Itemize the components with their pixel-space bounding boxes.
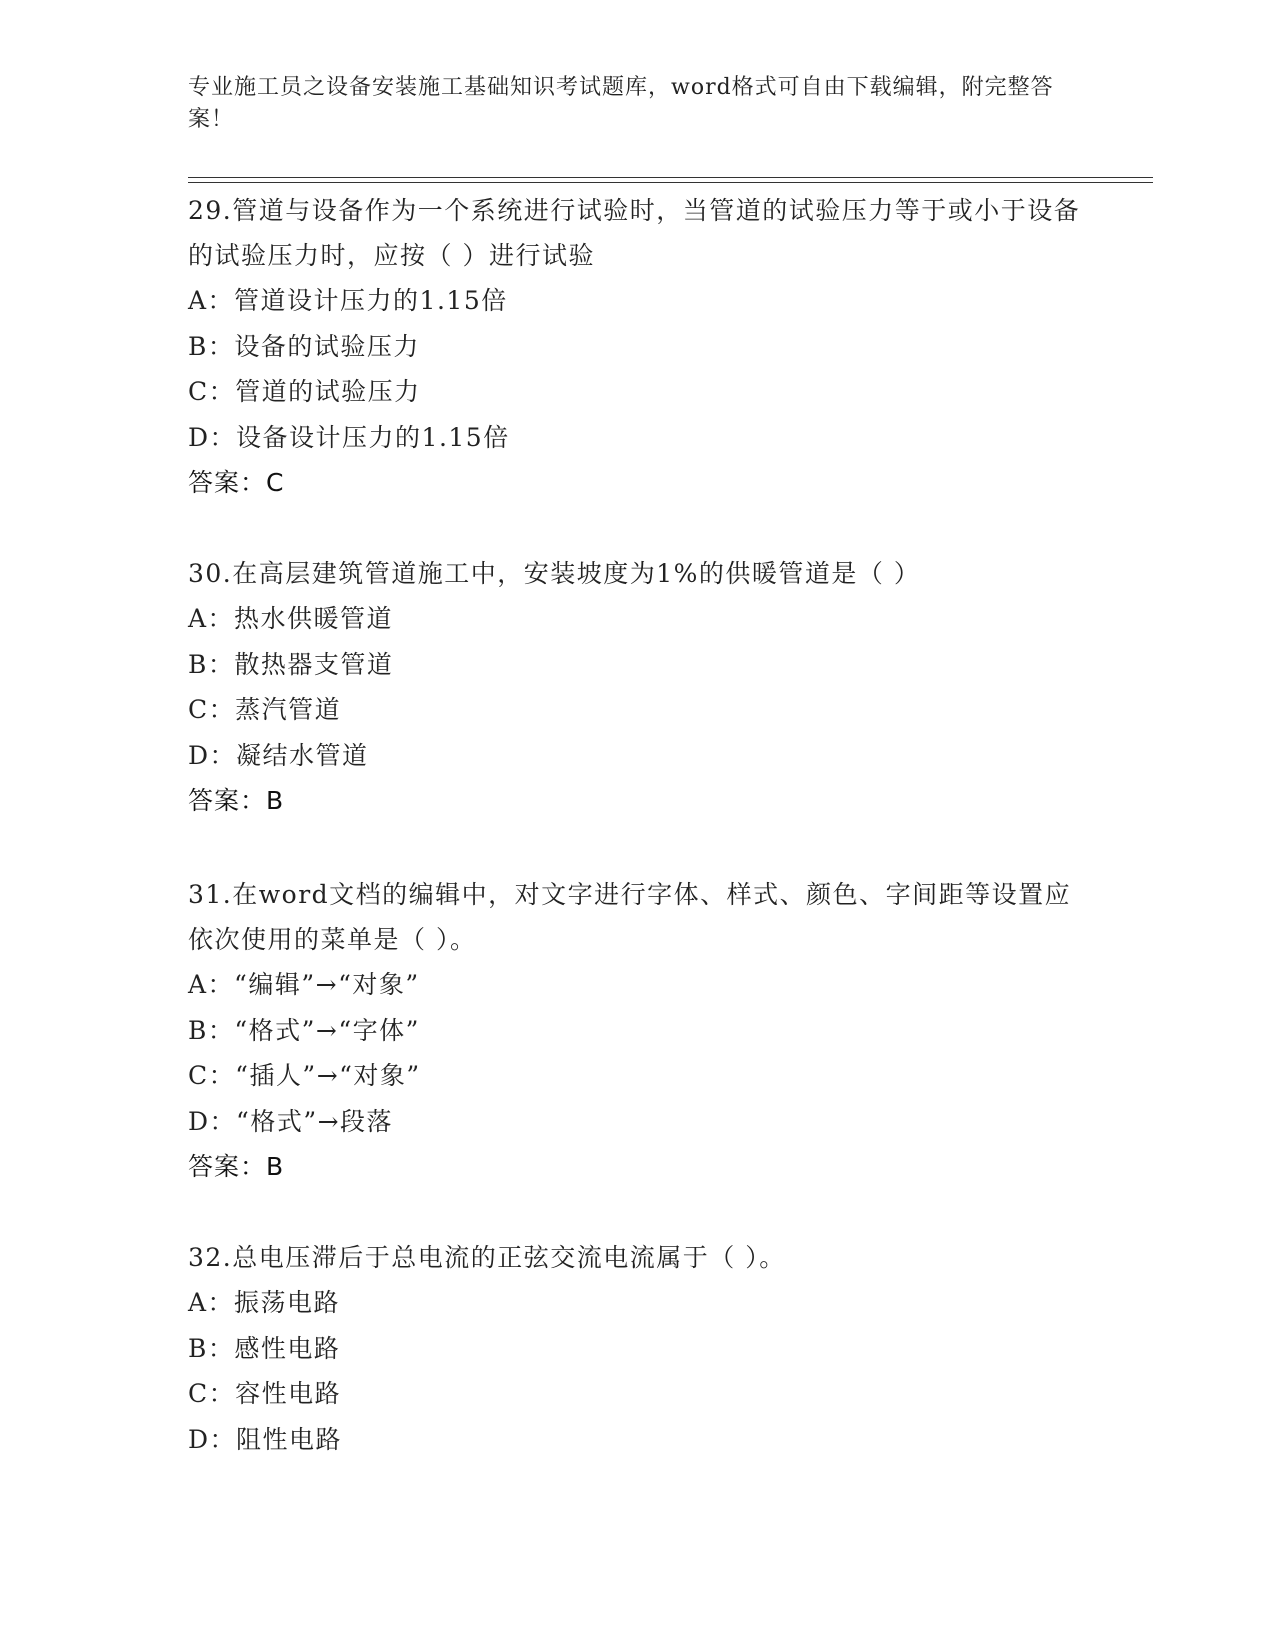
option-c: C：“插人”→“对象” [188,1061,421,1090]
option-d: D：设备设计压力的1.15倍 [188,422,510,452]
question-stem: 29.管道与设备作为一个系统进行试验时，当管道的试验压力等于或小于设备的试验压力时，应按（ ）进行试验 [188,196,1081,270]
question-29 [188,188,1088,505]
option-a: A：管道设计压力的1.15倍 [188,286,508,315]
option-d: D：“格式”→段落 [188,1106,394,1136]
option-d: D：凝结水管道 [188,740,369,770]
option-c: C：容性电路 [188,1379,342,1408]
question-31 [188,872,1088,1189]
option-b: B：设备的试验压力 [188,331,420,361]
question-stem: 31.在word文档的编辑中，对文字进行字体、样式、颜色、字间距等设置应依次使用的菜单是（ ）。 [188,880,1072,954]
option-b: B：“格式”→“字体” [188,1015,420,1045]
option-d: D：阻性电路 [188,1424,343,1454]
option-c: C：管道的试验压力 [188,377,421,406]
option-c: C：蒸汽管道 [188,695,342,724]
option-b: B：散热器支管道 [188,649,394,679]
option-a: A：“编辑”→“对象” [188,970,420,999]
document-header: 专业施工员之设备安装施工基础知识考试题库，word格式可自由下载编辑，附完整答案！ [188,75,1054,132]
option-a: A：热水供暖管道 [188,604,394,633]
answer: 答案：B [188,1152,285,1181]
option-a: A：振荡电路 [188,1288,341,1317]
question-stem: 32.总电压滞后于总电流的正弦交流电流属于（ ）。 [188,1243,786,1272]
option-b: B：感性电路 [188,1333,341,1363]
answer: 答案：B [188,786,285,815]
question-stem: 30.在高层建筑管道施工中，安装坡度为1%的供暖管道是（ ） [188,559,921,588]
header-rule-top [188,177,1153,178]
header-rule-bottom [188,182,1153,183]
question-30 [188,551,1088,823]
question-32 [188,1235,1088,1462]
answer: 答案：C [188,468,285,497]
